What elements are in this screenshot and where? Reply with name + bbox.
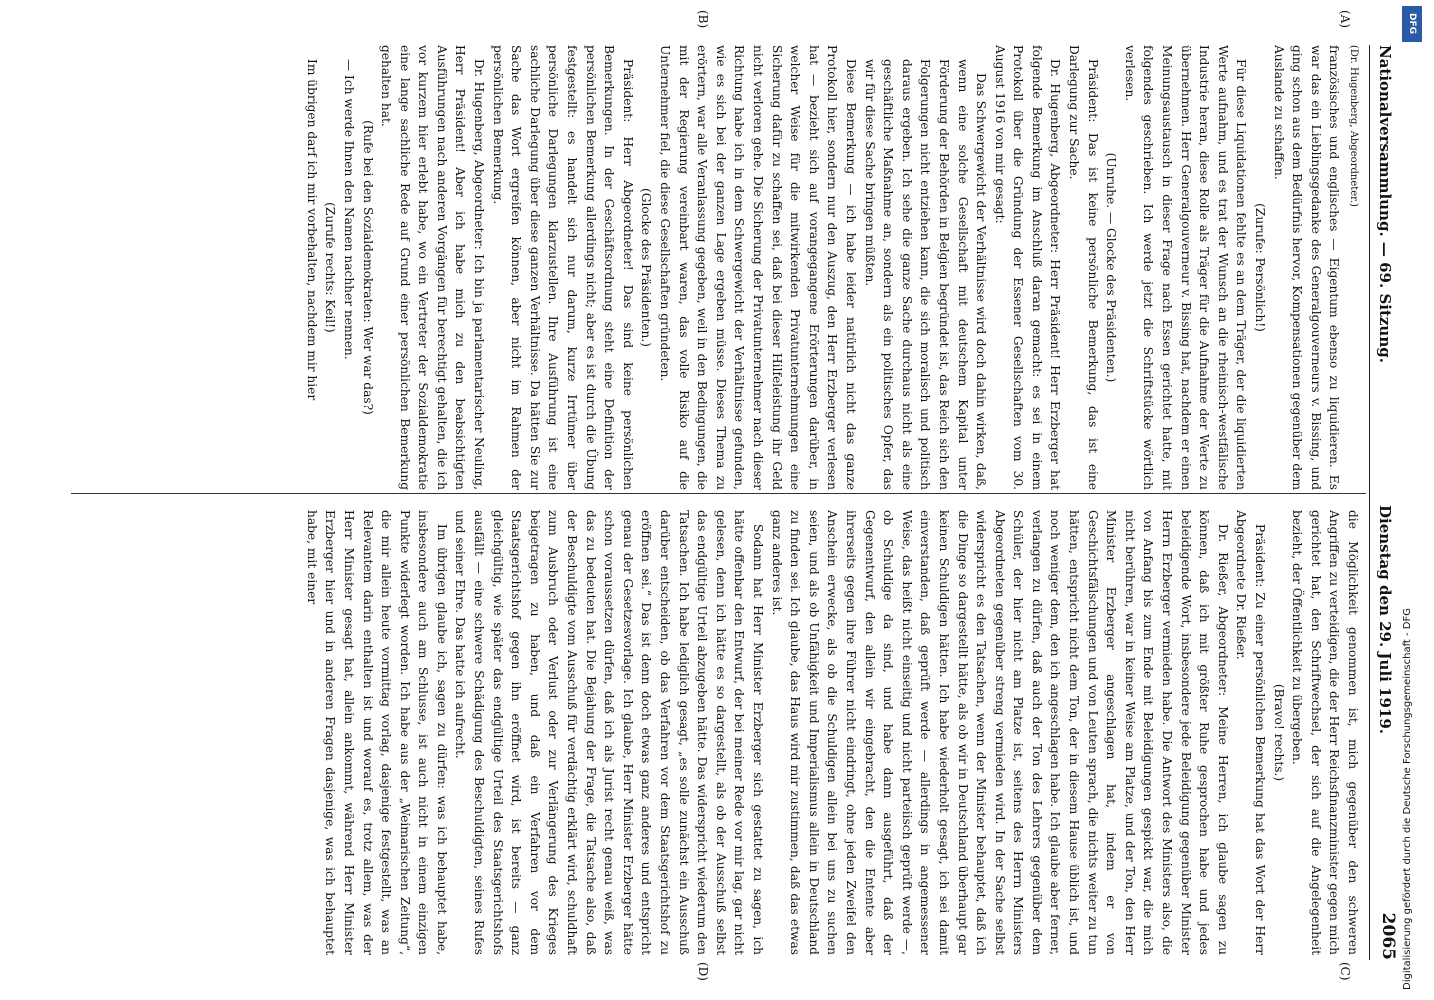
interjection: (Rufe bei den Sozialdemokraten: Wer war das?) xyxy=(360,120,375,415)
paragraph: — Ich werde Ihnen den Namen nachher nennen. xyxy=(341,59,356,360)
interjection: (Unruhe. — Glocke des Präsidenten.) xyxy=(1104,152,1119,383)
paragraph: Im übrigen glaube ich, sagen zu dürfen: was ich behauptet habe, insbesondere auch am Schlusse, ist auch nicht in einem einzigen Punkte widerlegt worden. Ich habe aus der „Weimarischen Zeitung“, die mir allein heute vormittag vorlag, dasjenige festgestellt, was an Relevantem darin enthalten ist und worauf es, trotz allem, was der Herr Minister gesagt hat, allein ankommt, während Herr Minister Erzberger hier und in anderen Fragen dasjenige, was ich behauptet habe, mit einer xyxy=(304,510,449,955)
interjection: (Zurufe rechts: Keil!) xyxy=(323,202,338,333)
paragraph: Dr. Hugenberg, Abgeordneter: Herr Präsident! Herr Erzberger hat folgende Bemerkung im Anschluß daran gemacht: es sei in einem Protokoll über die Gründung der Essener Gesellschaften vom 30. August 1916 von mir gesagt: xyxy=(992,45,1063,490)
paragraph: die Möglichkeit genommen ist, mich gegenüber den schweren Angriffen zu verteidigen, die der Herr Reichsfinanzminister gegen mich gerichtet hat, den Schriftwechsel, der sich auf die Angelegenheit bezieht, der Öffentlichkeit zu übergeben. xyxy=(1290,510,1360,955)
interjection: (Zurufe: Persönlich!) xyxy=(1253,203,1268,332)
margin-marker-c: (C) xyxy=(1338,962,1352,981)
paragraph: Sodann hat Herr Minister Erzberger sich gestattet zu sagen, ich hätte offenbar den Entwurf, der bei meiner Rede vor mir lag, gar nicht gelesen, denn ich hätte es so dargestellt, als ob der Ausschuß selbst das endgültige Urteil abzugeben hätte. Das widerspricht wiederum den Tatsachen. Ich habe lediglich gesagt, „es solle zunächst ein Ausschuß darüber entscheiden, ob das Verfahren vor dem Staatsgerichtshof zu eröffnen sei.“ Das ist denn doch etwas ganz anderes und entspricht genau der Gesetzesvorlage. Ich glaube, Herr Minister Erzberger hätte schon voraussetzen dürfen, daß ich als Jurist recht genau weiß, was das zu bedeuten hat. Die Bejahung der Frage, die Tatsache also, daß der Beschuldigte vom Ausschuß für verdächtig erklärt wird, schuldhaft zum Ausbruch oder Verlust oder zur Verlängerung des Krieges beigetragen zu haben, und daß ein Verfahren vor dem Staatsgerichtshof gegen ihn eröffnet wird, ist bereits — ganz gleichgültig, wie später das endgültige Urteil des Staatsgerichtshofs ausfällt — eine schwere Schädigung des Beschuldigten, seines Rufes und seiner Ehre. Das hatte ich aufrecht. xyxy=(453,510,765,955)
paragraph: Für diese Liquidationen fehlte es an dem Träger, der die liquidierten Werte aufnahm, und es trat der Wunsch an die rheinisch-westfälische Industrie heran, diese Rolle als Träger für die Aufnahme der Werte zu übernehmen. Herr Generalgouverneur v. Bissing hat, nachdem er einen Meinungsaustausch in dieser Frage nach Essen gerichtet hatte, mit folgendes geschrieben. Ich werde jetzt die Schriftstücke wörtlich verlesen. xyxy=(1122,45,1249,490)
header-session: Nationalversammlung. — 69. Sitzung. xyxy=(1376,45,1394,363)
paragraph: Präsident: Zu einer persönlichen Bemerkung hat das Wort der Herr Abgeordnete Dr. Rießer. xyxy=(1234,510,1268,955)
paragraph: Präsident: Das ist keine persönliche Bemerkung, das ist eine Darlegung zur Sache. xyxy=(1067,45,1100,490)
paragraph: französisches und englisches — Eigentum ebenso zu liquidieren. Es war das ein Lieblingsgedanke des Generalgouverneurs v. Bissing, und ging schon aus dem Bedürfnis hervor, Kompensationen gegenüber dem Auslande zu schaffen. xyxy=(1271,45,1342,490)
margin-marker-b: (B) xyxy=(696,10,710,29)
interjection: (Bravo! rechts.) xyxy=(1271,683,1286,782)
paragraph: Diese Bemerkung — ich habe leider natürlich nicht das ganze Protokoll hier, sondern nur den Auszug, den Herr Erzberger verlesen hat — bezieht sich auf vorangegangene Erörterungen darüber, in welcher Weise für die mitwirkenden Privatunternehmungen eine Sicherung dafür zu schaffen sei, daß bei dieser Hilfeleistung ihr Geld nicht verloren gehe. Die Sicherung der Privatunternehmer nach dieser Richtung habe ich in dem Schwergewicht der Verhältnisse gefunden, wie es sich bei der ganzen Lage ergeben müsse. Dieses Thema zu erörtern, war alle Veranlassung gegeben, weil in den Bedingungen, die mit der Regierung vereinbart waren, das volle Risiko auf die Unternehmer fiel, die diese Gesellschaften gründeten. xyxy=(658,45,858,490)
left-column xyxy=(72,45,1362,490)
right-column xyxy=(72,510,1362,955)
digitization-credit: Digitalisierung gefördert durch die Deutsche Forschungsgemeinschaft - DFG xyxy=(1402,607,1413,990)
page-number: 2065 xyxy=(1378,912,1398,960)
digitization-sidebar xyxy=(1388,0,1434,1000)
paragraph: Dr. Rießer, Abgeordneter: Meine Herren, ich glaube sagen zu können, daß ich mit größter Ruhe gesprochen habe und jedes beleidigende Wort, insbesondere jede Beleidigung gegenüber Minister Herrn Erzberger vermieden habe. Die Antwort des Ministers also, die von Anfang bis zum Ende mit Beleidigungen gespickt war, die mich nicht berühren, war in keiner Weise am Platze, und der Ton, den Herr Minister Erzberger angeschlagen hat, indem er von Geschichtsfälschungen und von Leuten sprach, die nichts weiter zu tun hätten, entspricht nicht dem Ton, der in diesem Hause üblich ist, und noch weniger dem, den ich angeschlagen habe. Ich glaube aber ferner, verlangen zu dürfen, daß auch der Ton des Lehrers gegenüber dem Schüler, der hier nicht am Platze ist, seitens des Herrn Ministers Abgeordneten gegenüber streng vermieden wird. In der Sache selbst widerspricht es den Tatsachen, wenn der Minister behauptet, daß ich die Dinge so dargestellt hätte, als ob wir in Deutschland überhaupt gar keinen Schuldigen hätten. Ich habe wiederholt gesagt, ich sei damit einverstanden, daß geprüft werde — allerdings in angemessener Weise, das heißt nicht einseitig und nicht parteiisch geprüft werde —, ob Schuldige da sind, und habe dann ausgeführt, daß der Gegenentwurf, den allein wir eingebracht, den die Entente aber ihrerseits gegen ihre Führer nicht eindringt, ohne jeden Zweifel den Anschein erwecke, als ob die Schuldigen allein bei uns zu suchen seien, und als ob Unfähigkeit und Imperialismus allein in Deutschland zu finden sei. Ich glaube, das Haus wird mir zustimmen, daß das etwas ganz anderes ist. xyxy=(769,510,1230,955)
margin-marker-a: (A) xyxy=(1338,10,1352,29)
quotation: Das Schwergewicht der Verhältnisse wird doch dahin wirken, daß, wenn eine solche Gesellschaft mit deutschem Kapital unter Förderung der Behörden in Belgien begründet ist, das Reich sich den Folgerungen nicht entziehen kann, die sich moralisch und politisch daraus ergeben. Ich sehe die ganze Sache durchaus nicht als eine geschäftliche Maßnahme an, sondern als ein politisches Opfer, das wir für diese Sache bringen müßten. xyxy=(862,59,989,490)
interjection: (Glocke des Präsidenten.) xyxy=(639,187,654,348)
scanned-page xyxy=(50,0,1410,1000)
dfg-logo: DFG xyxy=(1402,6,1422,42)
column-divider xyxy=(71,493,1366,494)
paragraph: Präsident: Herr Abgeordneter! Das sind keine persönlichen Bemerkungen. In der Geschäftsordnung steht eine Definition der persönlichen Bemerkung allerdings nicht; aber es ist durch die Übung festgestellt: es handelt sich nur darum, kurze Irrtümer über persönliche Darlegungen klarzustellen. Ihre Ausführung ist eine sachliche Darlegung über diese ganzen Verhältnisse. Da hätten Sie zur Sache das Wort ergreifen können, aber nicht im Rahmen der persönlichen Bemerkung. xyxy=(490,45,635,490)
paragraph: (Dr. Hugenberg, Abgeordneter.) xyxy=(1348,45,1359,207)
paragraph: Im übrigen darf ich mir vorbehalten, nachdem mir hier xyxy=(304,59,319,401)
paragraph: Dr. Hugenberg, Abgeordneter: Ich bin ja parlamentarischer Neuling, Herr Präsident! Aber ich habe mich zu den beabsichtigten Ausführungen nach anderen Vorgängen für berechtigt gehalten, die ich vor kurzem hier erlebt habe, wo ein Vertreter der Sozialdemokratie eine lange sachliche Rede auf Grund einer persönlichen Bemerkung gehalten hat. xyxy=(379,45,487,490)
header-date: Dienstag den 29. Juli 1919. xyxy=(1376,505,1394,735)
margin-marker-d: (D) xyxy=(696,962,710,981)
